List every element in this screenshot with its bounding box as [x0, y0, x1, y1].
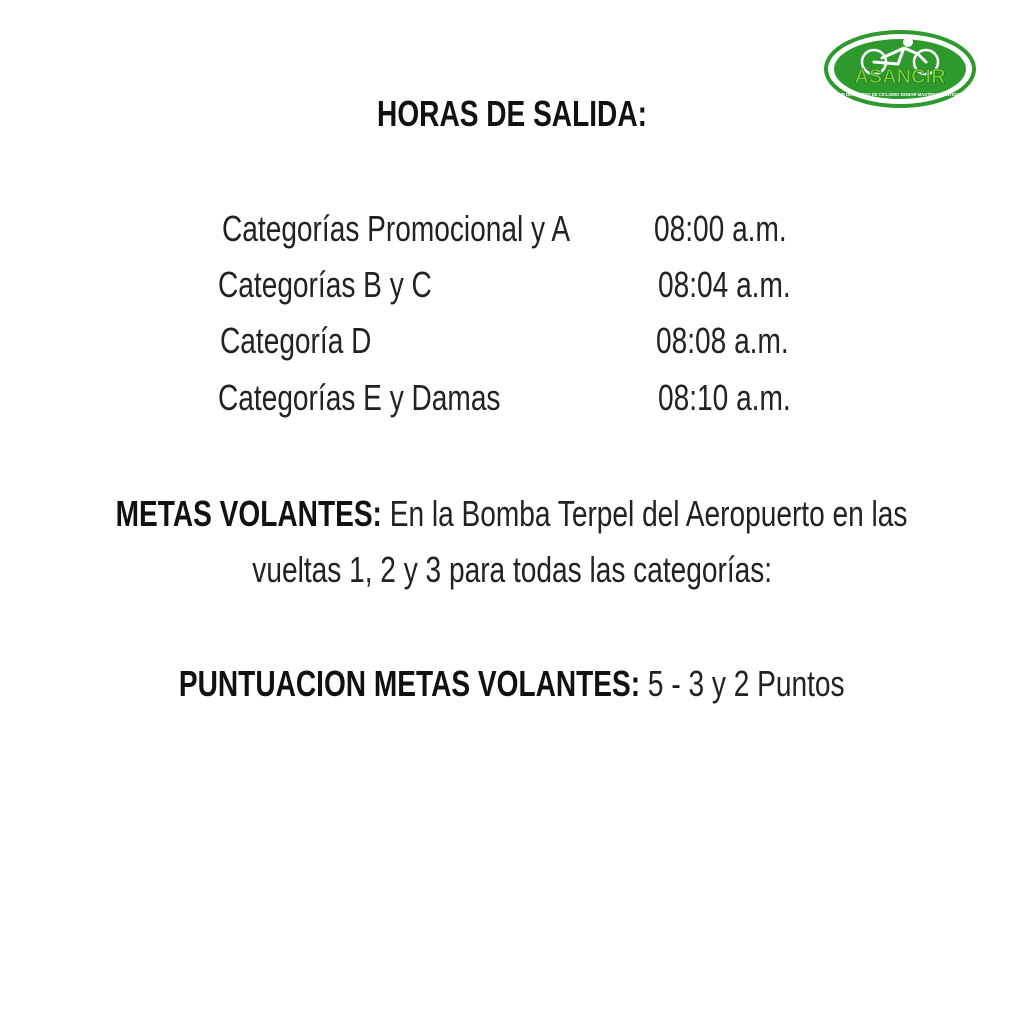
schedule-category-text: Categorías E y Damas	[218, 377, 501, 418]
schedule-row	[0, 204, 1024, 254]
metas-volantes-text-2: vueltas 1, 2 y 3 para todas las categorías:	[252, 549, 772, 590]
logo-subtext: CLUB DEPORTIVO DE CICLISMO SENIOR MASTER DE ANTIOQUIA	[833, 92, 967, 97]
logo-text: ASANCIR	[854, 66, 946, 88]
metas-volantes-label: METAS VOLANTES:	[116, 493, 383, 534]
page-title	[0, 88, 1024, 140]
metas-volantes-line-2	[0, 542, 1024, 598]
schedule-category-text: Categorías B y C	[218, 264, 432, 305]
schedule-category	[222, 204, 668, 254]
schedule-row	[0, 373, 1024, 423]
schedule-time-text: 08:04 a.m.	[658, 264, 791, 305]
cyclist-icon	[903, 37, 913, 47]
metas-volantes-section	[0, 486, 1024, 598]
schedule-time-text: 08:10 a.m.	[658, 377, 791, 418]
schedule-time	[656, 316, 826, 366]
puntuacion-text: 5 - 3 y 2 Puntos	[640, 663, 845, 704]
metas-volantes-line-1-inner	[116, 486, 908, 542]
schedule-category-text: Categorías Promocional y A	[222, 208, 571, 249]
schedule-row	[0, 316, 1024, 366]
schedule-time	[658, 260, 828, 310]
schedule-row	[0, 260, 1024, 310]
puntuacion-section	[0, 656, 1024, 712]
puntuacion-label: PUNTUACION METAS VOLANTES:	[179, 663, 641, 704]
schedule-time	[658, 373, 828, 423]
schedule-category	[218, 260, 492, 310]
page-title-text: HORAS DE SALIDA:	[377, 93, 647, 134]
schedule-time-text: 08:00 a.m.	[654, 208, 787, 249]
schedule-category	[220, 316, 414, 366]
puntuacion-line	[179, 656, 845, 712]
metas-volantes-line-1	[0, 486, 1024, 542]
metas-volantes-text-1: En la Bomba Terpel del Aeropuerto en las	[382, 493, 908, 534]
schedule-category-text: Categoría D	[220, 320, 372, 361]
schedule-category	[218, 373, 580, 423]
schedule-time-text: 08:08 a.m.	[656, 320, 789, 361]
schedule-time	[654, 204, 824, 254]
